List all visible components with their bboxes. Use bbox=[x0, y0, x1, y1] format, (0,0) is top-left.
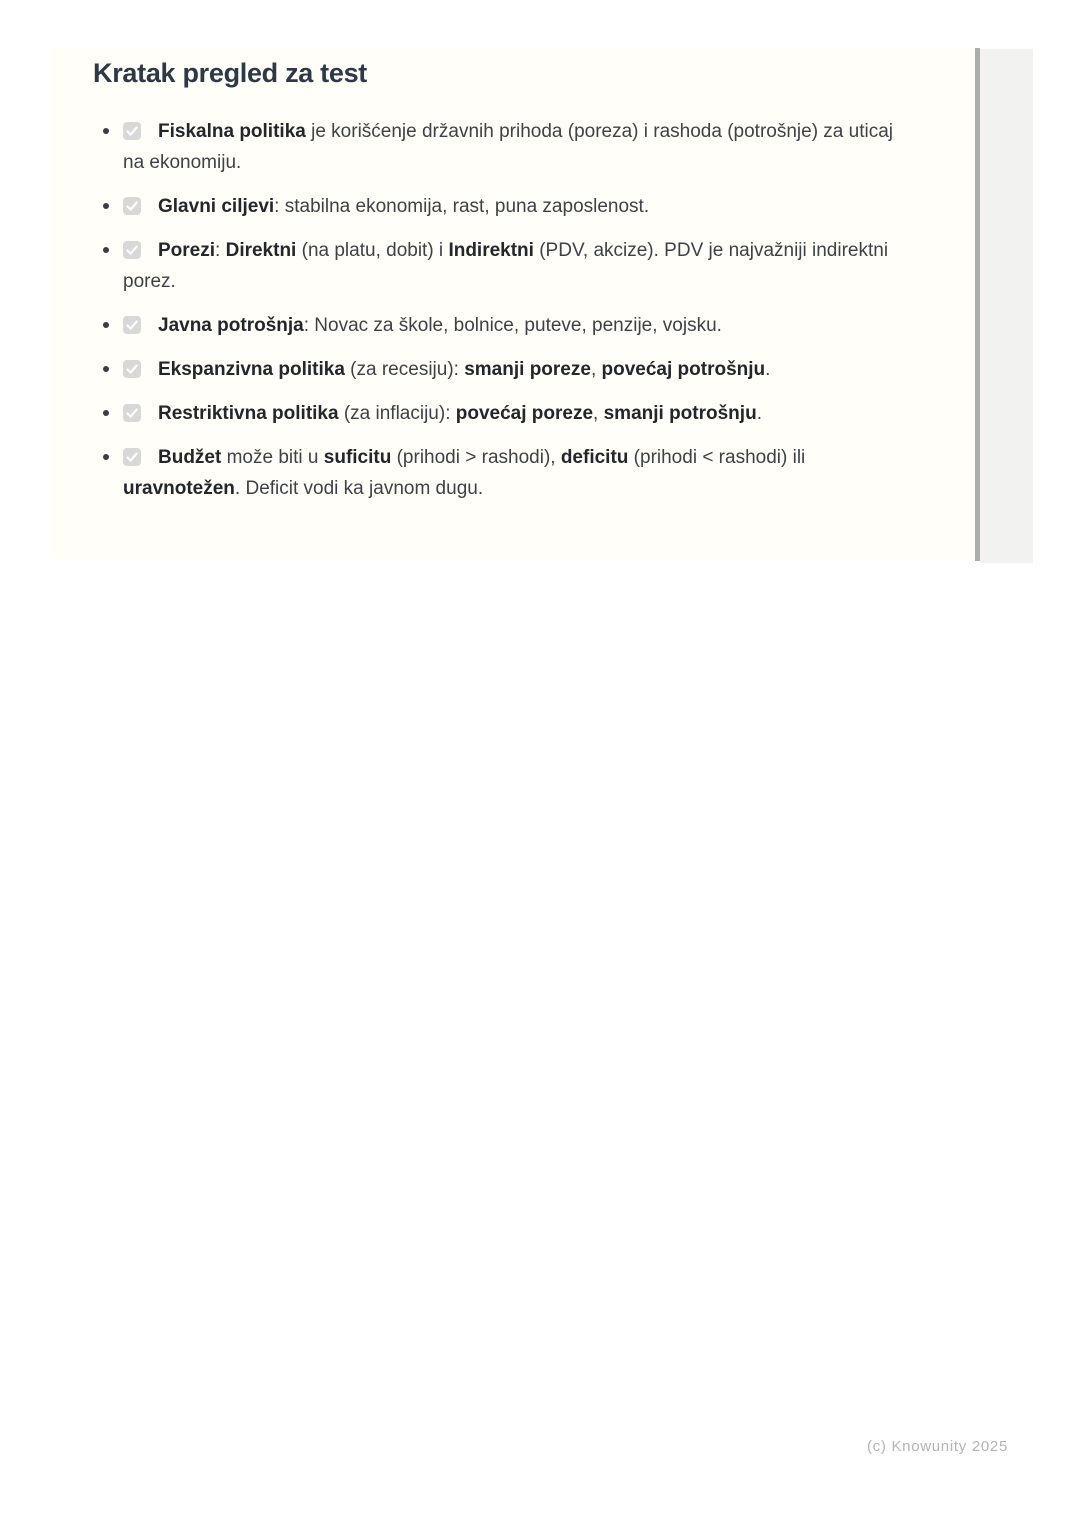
text-segment: . bbox=[765, 359, 771, 380]
checkbox-checked-icon[interactable] bbox=[123, 197, 141, 215]
bold-text-segment: Javna potrošnja bbox=[158, 315, 304, 336]
checkbox-checked-icon[interactable] bbox=[123, 241, 141, 259]
copyright-watermark: (c) Knowunity 2025 bbox=[866, 1438, 1008, 1455]
bold-text-segment: uravnotežen bbox=[123, 478, 235, 499]
list-item bbox=[123, 354, 916, 385]
text-segment: može biti u bbox=[221, 447, 324, 468]
bold-text-segment: Restriktivna politika bbox=[158, 403, 339, 424]
bold-text-segment: povećaj potrošnju bbox=[601, 359, 766, 380]
checkbox-checked-icon[interactable] bbox=[123, 316, 141, 334]
bold-text-segment: Fiskalna politika bbox=[158, 121, 306, 142]
bold-text-segment: deficitu bbox=[560, 447, 629, 468]
list-item bbox=[123, 191, 916, 222]
text-segment: (prihodi > rashodi), bbox=[391, 447, 561, 468]
checkbox-checked-icon[interactable] bbox=[123, 360, 141, 378]
bold-text-segment: Budžet bbox=[158, 447, 222, 468]
text-segment: je korišćenje državnih prihoda (poreza) i rashoda (potrošnje) za uticaj na ekonomiju. bbox=[123, 121, 894, 173]
bold-text-segment: smanji poreze bbox=[464, 359, 591, 380]
text-segment: , bbox=[593, 403, 604, 424]
page-title: Kratak pregled za test bbox=[93, 58, 367, 88]
text-segment: (na platu, dobit) i bbox=[296, 240, 449, 261]
text-segment: . Deficit vodi ka javnom dugu. bbox=[234, 478, 484, 499]
checkbox-checked-icon[interactable] bbox=[123, 448, 141, 466]
bold-text-segment: smanji potrošnju bbox=[603, 403, 757, 424]
list-item bbox=[123, 398, 916, 429]
list-item bbox=[123, 310, 916, 341]
list-item bbox=[123, 442, 916, 504]
bold-text-segment: Porezi bbox=[158, 240, 216, 261]
bold-text-segment: povećaj poreze bbox=[455, 403, 594, 424]
text-segment: (za inflaciju): bbox=[338, 403, 456, 424]
list-item bbox=[123, 116, 916, 178]
text-segment: : Novac za škole, bolnice, puteve, penzije, vojsku. bbox=[303, 315, 722, 336]
bold-text-segment: Direktni bbox=[225, 240, 297, 261]
checkbox-checked-icon[interactable] bbox=[123, 404, 141, 422]
list-item bbox=[123, 235, 916, 297]
text-segment: (PDV, akcize). PDV je najvažniji indirektni porez. bbox=[123, 240, 889, 292]
note-card bbox=[50, 48, 976, 559]
text-segment: (prihodi < rashodi) ili bbox=[628, 447, 806, 468]
text-segment: , bbox=[590, 359, 602, 380]
checkbox-checked-icon[interactable] bbox=[123, 122, 141, 140]
checklist bbox=[50, 116, 976, 504]
text-segment: : stabilna ekonomija, rast, puna zaposlenost. bbox=[274, 196, 650, 217]
bold-text-segment: Indirektni bbox=[448, 240, 534, 261]
text-segment: . bbox=[756, 403, 762, 424]
side-panel bbox=[980, 49, 1033, 563]
bold-text-segment: Glavni ciljevi bbox=[158, 196, 275, 217]
text-segment: (za recesiju): bbox=[344, 359, 465, 380]
bold-text-segment: suficitu bbox=[323, 447, 392, 468]
bold-text-segment: Ekspanzivna politika bbox=[158, 359, 345, 380]
text-segment: : bbox=[215, 240, 226, 261]
